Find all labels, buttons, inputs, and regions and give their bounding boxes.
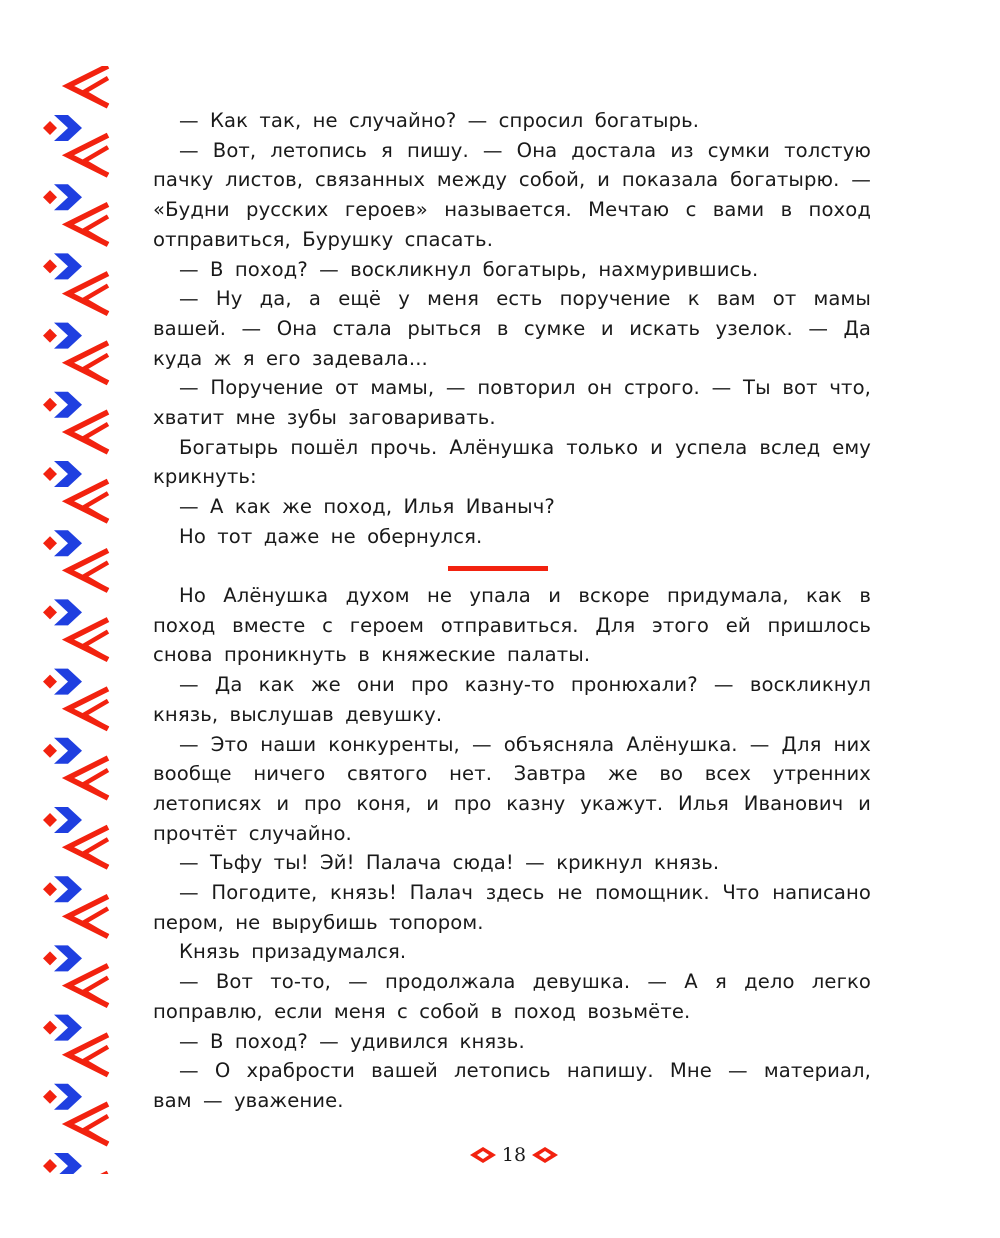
paragraph: — Это наши конкуренты, — объясняла Алёнушка. — Для них вообще ничего святого нет. Завтра же во всех утренних летописях и про коня, и про казну укажут. Илья Иванович и прочтёт случайно. — [153, 732, 871, 845]
paragraph: — Погодите, князь! Палач здесь не помощник. Что написано пером, не вырубишь топором. — [153, 881, 871, 934]
red-diamond — [43, 951, 57, 965]
page-number: 18 — [501, 1144, 527, 1166]
red-diamond — [43, 190, 57, 204]
blue-chevron — [54, 738, 82, 764]
paragraph: Богатырь пошёл прочь. Алёнушка только и успела вслед ему крикнуть: — [153, 435, 871, 489]
paragraph: — А как же поход, Илья Иваныч? — [179, 495, 555, 519]
blue-chevron — [54, 599, 82, 625]
paragraph: — Поручение от мамы, — повторил он строго. — Ты вот что, хватит мне зубы заговаривать. — [153, 376, 871, 430]
blue-chevron — [54, 253, 82, 279]
blue-chevron — [54, 323, 82, 349]
red-diamond — [43, 467, 57, 481]
text-block-2 — [153, 581, 871, 1116]
red-diamond — [43, 675, 57, 689]
blue-chevron — [54, 115, 82, 141]
paragraph: Но Алёнушка духом не упала и вскоре придумала, как в поход вместе с героем отправиться. Для этого ей пришлось снова проникнуть в княжеские палаты. — [153, 584, 871, 667]
paragraph: — Как так, не случайно? — спросил богатырь. — [179, 109, 700, 132]
paragraph: — Вот, летопись я пишу. — Она достала из сумки толстую пачку листов, связанных между собой, и показала богатырю. — «Будни русских героев» называется. Мечтаю с вами в поход отправиться, Бурушку спасать. — [153, 138, 871, 251]
blue-chevron — [54, 1153, 82, 1174]
blue-chevron — [54, 530, 82, 556]
red-diamond-icon — [468, 1145, 498, 1165]
red-diamond — [43, 536, 57, 550]
red-diamond — [43, 605, 57, 619]
red-diamond — [43, 813, 57, 827]
red-diamond-icon — [530, 1145, 560, 1165]
paragraph: Князь призадумался. — [179, 940, 407, 964]
folk-ornament-border — [40, 66, 112, 1174]
blue-chevron — [54, 945, 82, 971]
red-diamond — [43, 121, 57, 135]
paragraph: — Да как же они про казну-то пронюхали? — воскликнул князь, выслушав девушку. — [153, 673, 871, 726]
blue-chevron — [54, 669, 82, 695]
red-diamond — [43, 744, 57, 758]
paragraph: — Вот то-то, — продолжала девушка. — А я дело легко поправлю, если меня с собой в поход возьмёте. — [153, 970, 871, 1023]
text-block-1 — [153, 106, 871, 552]
red-diamond — [43, 398, 57, 412]
blue-chevron — [54, 1015, 82, 1041]
paragraph: — В поход? — воскликнул богатырь, нахмурившись. — [179, 257, 759, 281]
paragraph: Но тот даже не обернулся. — [179, 524, 483, 548]
red-diamond — [43, 1159, 57, 1173]
red-diamond — [43, 1090, 57, 1104]
red-diamond — [43, 1021, 57, 1035]
blue-chevron — [54, 807, 82, 833]
blue-chevron — [54, 461, 82, 487]
blue-chevron — [54, 392, 82, 418]
paragraph: — О храбрости вашей летопись напишу. Мне — материал, вам — уважение. — [153, 1059, 871, 1112]
blue-chevron — [54, 1084, 82, 1110]
red-diamond — [43, 329, 57, 343]
page-footer — [466, 1141, 562, 1169]
paragraph: — Ну да, а ещё у меня есть поручение к вам от мамы вашей. — Она стала рыться в сумке и искать узелок. — Да куда ж я его задевала... — [153, 287, 871, 370]
paragraph: — В поход? — удивился князь. — [179, 1029, 525, 1053]
blue-chevron — [54, 184, 82, 210]
red-diamond — [43, 882, 57, 896]
section-separator — [448, 566, 548, 571]
blue-chevron — [54, 876, 82, 902]
red-diamond — [43, 259, 57, 273]
paragraph: — Тьфу ты! Эй! Палача сюда! — крикнул князь. — [179, 851, 720, 875]
